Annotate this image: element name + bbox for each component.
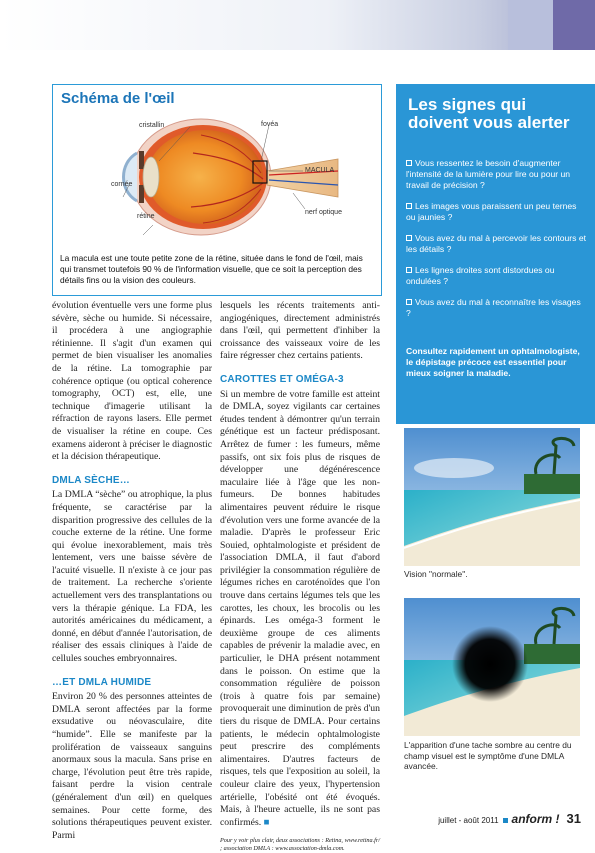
caption-dmla-vision: L'apparition d'une tache sombre au centre du champ visuel est le symptôme d'une DMLA avancée.	[404, 740, 572, 771]
article-column-2	[220, 300, 380, 853]
page-number: 31	[566, 811, 581, 826]
label-retine: rétine	[137, 213, 155, 220]
sidebar-item-text: Les images vous paraissent un peu ternes ou jaunies ?	[406, 201, 577, 222]
sidebar-item-text: Vous avez du mal à percevoir les contours et les détails ?	[406, 233, 587, 254]
checkbox-bullet-icon	[406, 203, 412, 209]
label-cristallin: cristallin	[139, 122, 165, 129]
paragraph-carottes-omega3	[220, 389, 380, 830]
alert-signs-sidebar	[396, 84, 595, 424]
eye-diagram-title: Schéma de l'œil	[61, 90, 175, 107]
paragraph-carottes-text: Si un membre de votre famille est atteint de DMLA, soyez vigilants car certaines études tendent à démontrer qu'un terrain génétique est un facteur prédisposant. Arrêtez de fumer : les fumeurs, même passifs, ont six fois plus de risques de développer une dégénérescence maculaire liée à l'âge que les non-fumeurs. De bonnes habitudes alimentaires peuvent réduire le risque d'évolution vers une forme avancée de la maladie. D'après le professeur Eric Souied, ophtalmologiste et président de l'association DMLA, il faut d'abord privilégier la consommation régulière de légumes riches en caroténoïdes que l'on trouve dans certains légumes tels que les carottes, les choux, les brocolis ou les épinards. Les oméga-3 forment le deuxième groupe de ces aliments capables de prévenir la maladie avec, en particulier, le DHA présent notamment dans le poisson. On estime que la consommation régulière de poisson (trois à quatre fois par semaine) provoquerait une diminution de près d'un tiers du risque de DMLA. Pour certains patients, le médecin ophtalmologiste peut prescrire des compléments alimentaires. D'autres facteurs de risques, tels que l'exposition au soleil, la couleur claire des yeux, l'hypertension artérielle, l'obésité ont été évoqués. Mais, à l'heure actuelle, ils ne sont pas confirmés.	[220, 388, 380, 828]
paragraph-dmla-humide: Environ 20 % des personnes atteintes de DMLA seront affectées par la forme exsudative ou néovasculaire, dite “humide”. Elle se manifeste par la prolifération de vaisseaux sanguins anormaux sous la macula. Sans prise en charge, l'évolution peut être très rapide, faisant perdre la vision centrale (généralement d'un œil) en quelques semaines. Pour cette forme, des solutions thérapeutiques peuvent exister. Parmi	[52, 691, 212, 841]
sidebar-list-item	[406, 233, 586, 255]
column1-intro-paragraph: évolution éventuelle vers une forme plus sévère, sèche ou humide. Si nécessaire, il procédera à une angiographie rétinienne. Il s'agit d'un examen qui permet de bien visualiser les anomalies de la rétine. La tomographie par cohérence optique (ou optical coherence tomography, OCT) est, elle, une technique d'imagerie utilisant la réfraction de rayons lasers. Elle permet de visualiser la rétine en coupe. Ces examens aideront à préciser le diagnostic et la décision thérapeutique.	[52, 300, 212, 463]
beach-scene-normal	[404, 428, 580, 566]
sidebar-item-text: Vous ressentez le besoin d'augmenter l'intensité de la lumière pour lire ou pour un travail de précision ?	[406, 158, 571, 190]
caption-normal-vision: Vision "normale".	[404, 569, 468, 579]
top-decor-square-dark	[553, 0, 595, 50]
page-footer	[438, 811, 581, 826]
label-cornee: cornée	[111, 181, 133, 188]
top-decor-bar	[0, 0, 595, 50]
label-macula: MACULA	[305, 167, 335, 174]
beach-photo-dmla-vision	[404, 598, 580, 736]
label-fovea: fovéa	[261, 121, 279, 128]
sidebar-title: Les signes qui doivent vous alerter	[408, 95, 570, 132]
checkbox-bullet-icon	[406, 235, 412, 241]
end-of-article-mark: ■	[263, 816, 270, 828]
article-column-1	[52, 300, 212, 842]
sidebar-item-text: Vous avez du mal à reconnaître les visages ?	[406, 297, 581, 318]
sidebar-list-item	[406, 265, 586, 287]
sidebar-list-item	[406, 297, 586, 319]
checkbox-bullet-icon	[406, 267, 412, 273]
sidebar-call-to-action: Consultez rapidement un ophtalmologiste, le dépistage précoce est essentiel pour mieux soigner la maladie.	[406, 346, 580, 378]
sidebar-list-item	[406, 201, 586, 223]
footer-square-icon	[503, 818, 508, 823]
checkbox-bullet-icon	[406, 160, 412, 166]
heading-dmla-humide: …ET DMLA HUMIDE	[52, 676, 152, 688]
eye-diagram-box	[52, 84, 382, 296]
column2-intro-paragraph: lesquels les récents traitements anti-angiogéniques, directement administrés dans l'œil, qui permettent d'inhiber la croissance des vaisseaux voire de les faire régresser chez certains patients.	[220, 300, 380, 362]
sidebar-signs-list	[406, 158, 586, 329]
heading-dmla-seche: DMLA SÈCHE…	[52, 474, 130, 486]
checkbox-bullet-icon	[406, 299, 412, 305]
associations-note: Pour y voir plus clair, deux associations : Retina, www.retina.fr/ ; association DMLA : www.association-dmla.com.	[220, 837, 380, 852]
sidebar-item-text: Les lignes droites sont distordues ou ondulées ?	[406, 265, 555, 286]
paragraph-dmla-seche: La DMLA “sèche” ou atrophique, la plus fréquente, se caractérise par la disparition progressive des cellules de la couche externe de la rétine. Une forme qui évolue inexorablement, mais très lentement, vers une baisse sévère de l'acuité visuelle. Il n'existe à ce jour pas de traitement. La recherche s'oriente actuellement vers des transplantations ou vers la thérapie génique. La FDA, les autorités américaines du médicament, a donné, en début d'année l'autorisation, de réaliser des essais cliniques à l'aide de cellules souches embryonnaires.	[52, 489, 212, 665]
issue-date: juillet - août 2011	[438, 816, 499, 825]
beach-scene-dmla	[404, 598, 580, 736]
label-nerf-optique: nerf optique	[305, 209, 342, 216]
heading-carottes-omega3: CAROTTES ET OMÉGA-3	[220, 373, 344, 385]
beach-photo-normal-vision	[404, 428, 580, 566]
magazine-brand: anform !	[511, 812, 560, 826]
sidebar-list-item	[406, 158, 586, 191]
eye-diagram-caption: La macula est une toute petite zone de la rétine, située dans le fond de l'œil, mais qui transmet toutefois 90 % de l'information visuelle, que ce soit la perception des détails fins ou la vision des couleurs.	[60, 253, 363, 285]
top-decor-square-light	[508, 0, 553, 50]
